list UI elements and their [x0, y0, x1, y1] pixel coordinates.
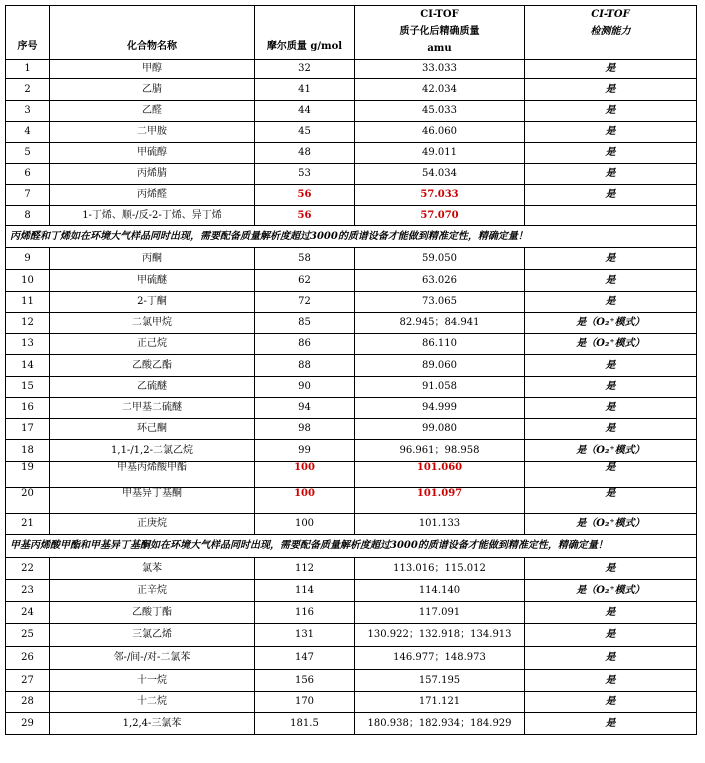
accurate-mass: 57.033 [355, 185, 525, 206]
compound-name: 乙醛 [50, 101, 255, 122]
header-capability-line2: 检测能力 [590, 26, 631, 37]
compound-name: 二甲基二硫醚 [50, 398, 255, 419]
compound-name: 氯苯 [50, 558, 255, 580]
row-number: 27 [6, 670, 50, 692]
table-row [6, 122, 697, 143]
molar-mass: 147 [255, 647, 355, 670]
row-number: 7 [6, 185, 50, 206]
compound-name: 丙烯醛 [50, 185, 255, 206]
accurate-mass: 114.140 [355, 580, 525, 602]
compound-name: 二甲胺 [50, 122, 255, 143]
accurate-mass: 113.016；115.012 [355, 558, 525, 580]
molar-mass: 85 [255, 313, 355, 334]
compound-table [5, 5, 697, 735]
resolution-note: 甲基丙烯酸甲酯和甲基异丁基酮如在环境大气样品同时出现，需要配备质量解析度超过3000的质谱设备才能做到精准定性，精确定量！ [6, 535, 697, 558]
accurate-mass: 171.121 [355, 692, 525, 713]
detection-capability: 是 [525, 270, 697, 292]
accurate-mass: 63.026 [355, 270, 525, 292]
accurate-mass: 59.050 [355, 248, 525, 270]
compound-name: 乙酸丁酯 [50, 602, 255, 624]
row-number: 25 [6, 624, 50, 647]
molar-mass: 94 [255, 398, 355, 419]
accurate-mass: 180.938；182.934；184.929 [355, 713, 525, 735]
molar-mass: 86 [255, 334, 355, 355]
table-row [6, 377, 697, 398]
row-number: 6 [6, 164, 50, 185]
molar-mass: 48 [255, 143, 355, 164]
table-row [6, 270, 697, 292]
detection-capability: 是（O₂⁺模式） [525, 313, 697, 334]
row-number: 23 [6, 580, 50, 602]
table-row [6, 164, 697, 185]
molar-mass: 53 [255, 164, 355, 185]
compound-name: 十一烷 [50, 670, 255, 692]
detection-capability: 是 [525, 670, 697, 692]
accurate-mass: 101.133 [355, 514, 525, 535]
row-number: 8 [6, 206, 50, 226]
accurate-mass: 94.999 [355, 398, 525, 419]
detection-capability [525, 206, 697, 226]
row-number: 19 [6, 462, 50, 488]
accurate-mass: 101.060 [355, 462, 525, 488]
molar-mass: 72 [255, 292, 355, 313]
accurate-mass: 42.034 [355, 79, 525, 101]
detection-capability: 是 [525, 602, 697, 624]
molar-mass: 62 [255, 270, 355, 292]
compound-name: 乙酸乙酯 [50, 355, 255, 377]
molar-mass: 88 [255, 355, 355, 377]
detection-capability: 是 [525, 185, 697, 206]
row-number: 11 [6, 292, 50, 313]
table-row [6, 558, 697, 580]
detection-capability: 是 [525, 60, 697, 79]
compound-name: 甲硫醚 [50, 270, 255, 292]
table-row [6, 60, 697, 79]
molar-mass: 99 [255, 440, 355, 462]
molar-mass: 41 [255, 79, 355, 101]
accurate-mass: 99.080 [355, 419, 525, 440]
compound-name: 甲基丙烯酸甲酯 [50, 462, 255, 488]
header-accurate-mass-line3: amu [427, 43, 452, 54]
accurate-mass: 91.058 [355, 377, 525, 398]
molar-mass: 44 [255, 101, 355, 122]
header-capability [525, 6, 697, 60]
header-row [6, 6, 697, 60]
molar-mass: 116 [255, 602, 355, 624]
resolution-note: 丙烯醛和丁烯如在环境大气样品同时出现，需要配备质量解析度超过3000的质谱设备才能做到精准定性，精确定量！ [6, 226, 697, 248]
molar-mass: 56 [255, 185, 355, 206]
accurate-mass: 33.033 [355, 60, 525, 79]
compound-name: 丙酮 [50, 248, 255, 270]
table-row [6, 602, 697, 624]
table-row [6, 419, 697, 440]
table-row [6, 647, 697, 670]
molar-mass: 156 [255, 670, 355, 692]
table-row [6, 624, 697, 647]
accurate-mass: 46.060 [355, 122, 525, 143]
accurate-mass: 146.977；148.973 [355, 647, 525, 670]
detection-capability: 是 [525, 398, 697, 419]
detection-capability: 是 [525, 122, 697, 143]
accurate-mass: 82.945；84.941 [355, 313, 525, 334]
detection-capability: 是（O₂⁺模式） [525, 334, 697, 355]
accurate-mass: 157.195 [355, 670, 525, 692]
row-number: 15 [6, 377, 50, 398]
molar-mass: 114 [255, 580, 355, 602]
detection-capability: 是（O₂⁺模式） [525, 580, 697, 602]
detection-capability: 是 [525, 292, 697, 313]
row-number: 20 [6, 488, 50, 514]
molar-mass: 100 [255, 488, 355, 514]
row-number: 5 [6, 143, 50, 164]
row-number: 18 [6, 440, 50, 462]
detection-capability: 是 [525, 101, 697, 122]
header-accurate-mass [355, 6, 525, 60]
detection-capability: 是 [525, 377, 697, 398]
row-number: 13 [6, 334, 50, 355]
header-name: 化合物名称 [50, 6, 255, 60]
molar-mass: 112 [255, 558, 355, 580]
compound-name: 正己烷 [50, 334, 255, 355]
detection-capability: 是（O₂⁺模式） [525, 440, 697, 462]
detection-capability: 是 [525, 164, 697, 185]
accurate-mass: 57.070 [355, 206, 525, 226]
molar-mass: 100 [255, 462, 355, 488]
table-row [6, 313, 697, 334]
header-accurate-mass-line1: CI-TOF [420, 9, 459, 20]
row-number: 29 [6, 713, 50, 735]
row-number: 1 [6, 60, 50, 79]
table-row [6, 248, 697, 270]
table-row [6, 355, 697, 377]
table-row [6, 692, 697, 713]
accurate-mass: 49.011 [355, 143, 525, 164]
table-row [6, 398, 697, 419]
molar-mass: 56 [255, 206, 355, 226]
detection-capability: 是（O₂⁺模式） [525, 514, 697, 535]
table-row [6, 580, 697, 602]
detection-capability: 是 [525, 143, 697, 164]
accurate-mass: 73.065 [355, 292, 525, 313]
molar-mass: 90 [255, 377, 355, 398]
accurate-mass: 54.034 [355, 164, 525, 185]
molar-mass: 170 [255, 692, 355, 713]
compound-name: 甲硫醇 [50, 143, 255, 164]
header-molar-mass: 摩尔质量 g/mol [255, 6, 355, 60]
compound-name: 乙硫醚 [50, 377, 255, 398]
detection-capability: 是 [525, 692, 697, 713]
molar-mass: 131 [255, 624, 355, 647]
accurate-mass: 45.033 [355, 101, 525, 122]
row-number: 17 [6, 419, 50, 440]
molar-mass: 181.5 [255, 713, 355, 735]
compound-name: 二氯甲烷 [50, 313, 255, 334]
table-row [6, 670, 697, 692]
detection-capability: 是 [525, 624, 697, 647]
accurate-mass: 86.110 [355, 334, 525, 355]
compound-name: 1,2,4-三氯苯 [50, 713, 255, 735]
row-number: 21 [6, 514, 50, 535]
compound-name: 2-丁酮 [50, 292, 255, 313]
accurate-mass: 117.091 [355, 602, 525, 624]
detection-capability: 是 [525, 355, 697, 377]
header-capability-line1: CI-TOF [591, 9, 630, 20]
row-number: 24 [6, 602, 50, 624]
compound-name: 正庚烷 [50, 514, 255, 535]
row-number: 10 [6, 270, 50, 292]
compound-name: 甲醇 [50, 60, 255, 79]
detection-capability: 是 [525, 419, 697, 440]
row-number: 22 [6, 558, 50, 580]
table-row [6, 206, 697, 226]
table-row [6, 101, 697, 122]
table-row [6, 79, 697, 101]
compound-name: 1-丁烯、顺-/反-2-丁烯、异丁烯 [50, 206, 255, 226]
compound-name: 丙烯腈 [50, 164, 255, 185]
compound-name: 甲基异丁基酮 [50, 488, 255, 514]
row-number: 28 [6, 692, 50, 713]
molar-mass: 45 [255, 122, 355, 143]
table-row [6, 462, 697, 488]
header-accurate-mass-line2: 质子化后精确质量 [399, 26, 480, 37]
molar-mass: 98 [255, 419, 355, 440]
detection-capability: 是 [525, 488, 697, 514]
table-row [6, 185, 697, 206]
detection-capability: 是 [525, 647, 697, 670]
table-row [6, 334, 697, 355]
header-no: 序号 [6, 6, 50, 60]
table-row [6, 143, 697, 164]
note-row [6, 535, 697, 558]
note-row [6, 226, 697, 248]
compound-name: 环己酮 [50, 419, 255, 440]
detection-capability: 是 [525, 248, 697, 270]
accurate-mass: 89.060 [355, 355, 525, 377]
detection-capability: 是 [525, 713, 697, 735]
row-number: 9 [6, 248, 50, 270]
row-number: 4 [6, 122, 50, 143]
compound-name: 乙腈 [50, 79, 255, 101]
row-number: 3 [6, 101, 50, 122]
detection-capability: 是 [525, 79, 697, 101]
compound-name: 正辛烷 [50, 580, 255, 602]
table-row [6, 440, 697, 462]
compound-name: 十二烷 [50, 692, 255, 713]
table-row [6, 713, 697, 735]
row-number: 26 [6, 647, 50, 670]
detection-capability: 是 [525, 462, 697, 488]
row-number: 16 [6, 398, 50, 419]
row-number: 14 [6, 355, 50, 377]
detection-capability: 是 [525, 558, 697, 580]
molar-mass: 100 [255, 514, 355, 535]
compound-name: 1,1-/1,2-二氯乙烷 [50, 440, 255, 462]
accurate-mass: 101.097 [355, 488, 525, 514]
row-number: 2 [6, 79, 50, 101]
molar-mass: 32 [255, 60, 355, 79]
table-row [6, 292, 697, 313]
compound-name: 邻-/间-/对-二氯苯 [50, 647, 255, 670]
table-row [6, 488, 697, 514]
row-number: 12 [6, 313, 50, 334]
table-row [6, 514, 697, 535]
accurate-mass: 96.961；98.958 [355, 440, 525, 462]
table-body [6, 60, 697, 735]
accurate-mass: 130.922；132.918；134.913 [355, 624, 525, 647]
compound-name: 三氯乙烯 [50, 624, 255, 647]
molar-mass: 58 [255, 248, 355, 270]
